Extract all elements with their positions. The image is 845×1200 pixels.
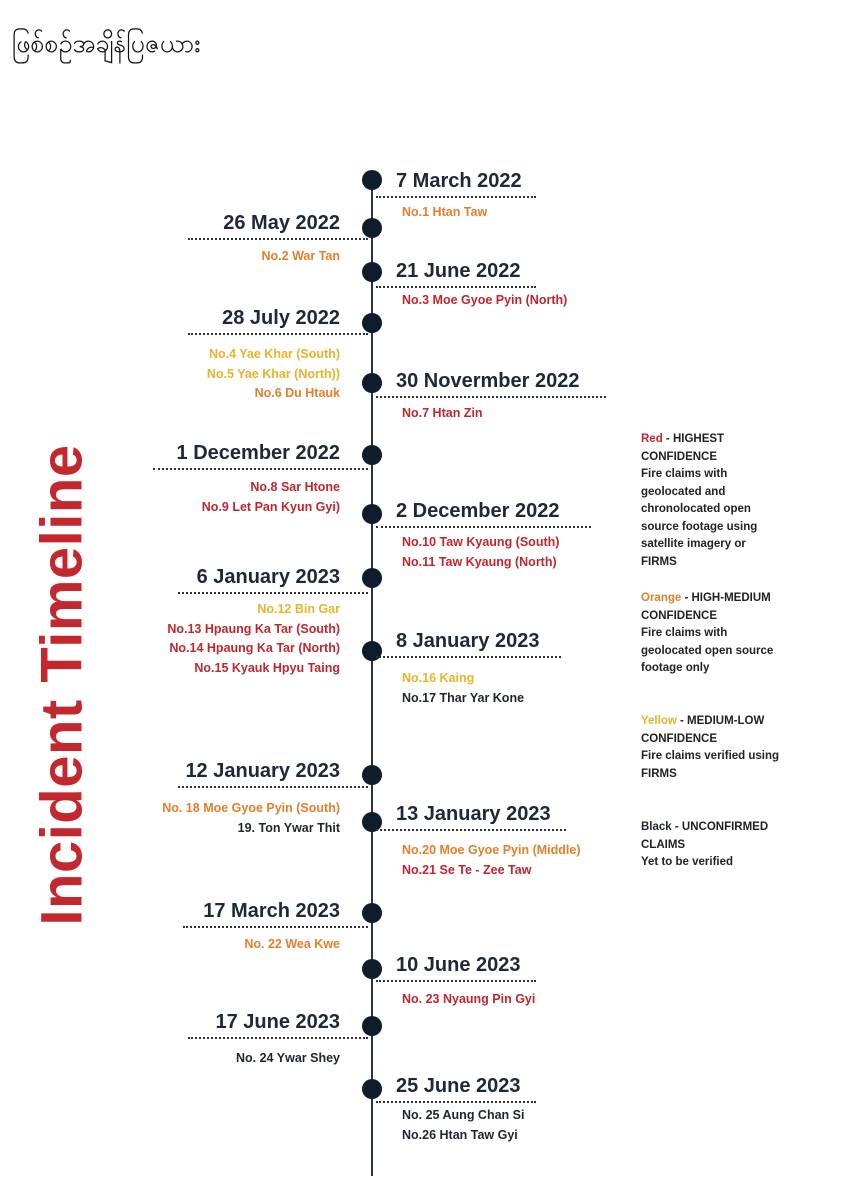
legend-description-line: CLAIMS	[641, 838, 686, 851]
event-date: 28 July 2022	[222, 307, 340, 329]
legend-level: - HIGHEST	[662, 433, 725, 445]
legend-description-line: Fire claims with	[641, 468, 728, 480]
event-date: 21 June 2022	[396, 260, 521, 282]
date-underline	[376, 526, 591, 528]
event-date: 7 March 2022	[396, 170, 522, 192]
date-underline	[376, 396, 606, 398]
event-site: No.2 War Tan	[261, 249, 340, 263]
timeline-node	[362, 765, 382, 785]
event-site: No.7 Htan Zin	[402, 406, 483, 420]
timeline-node	[362, 313, 382, 333]
timeline-node	[362, 218, 382, 238]
timeline-node	[362, 262, 382, 282]
legend-description-line: Fire claims verified using	[641, 750, 780, 762]
legend-key: Red	[641, 433, 663, 445]
event-site: No.1 Htan Taw	[402, 205, 488, 219]
event-date: 17 June 2023	[215, 1011, 340, 1033]
legend-level: - HIGH-MEDIUM	[681, 592, 771, 604]
event-date: 8 January 2023	[396, 630, 540, 652]
date-underline	[183, 926, 368, 928]
date-underline	[188, 333, 368, 335]
page-title: ဖြစ်စဉ်အချိန်ပြဇယား	[12, 29, 201, 58]
event-site: No. 24 Ywar Shey	[236, 1051, 340, 1065]
event-date: 2 December 2022	[396, 500, 560, 522]
legend-description-line: geolocated open source	[641, 644, 774, 657]
date-underline	[153, 468, 368, 470]
event-site: No.11 Taw Kyaung (North)	[402, 554, 557, 569]
legend-entry-black	[641, 819, 831, 872]
legend-heading	[641, 819, 831, 837]
date-underline	[376, 829, 566, 831]
event-site: 19. Ton Ywar Thit	[237, 820, 340, 835]
event-site: No. 18 Moe Gyoe Pyin (South)	[162, 801, 340, 815]
timeline-node	[362, 903, 382, 923]
event-site: No.9 Let Pan Kyun Gyi)	[201, 499, 340, 514]
legend-description-line: footage only	[641, 662, 710, 674]
event-date: 12 January 2023	[185, 760, 340, 782]
event-site: No.20 Moe Gyoe Pyin (Middle)	[402, 843, 581, 857]
event-site: No.13 Hpaung Ka Tar (South)	[167, 621, 340, 636]
date-underline	[376, 196, 536, 198]
timeline-node	[362, 1079, 382, 1099]
event-site: No.17 Thar Yar Kone	[402, 690, 525, 705]
legend-description-line: satellite imagery or	[641, 538, 746, 550]
legend-description-line: source footage using	[641, 520, 758, 533]
event-site: No.26 Htan Taw Gyi	[402, 1127, 518, 1142]
event-site: No.21 Se Te - Zee Taw	[402, 862, 532, 877]
legend-key: Black	[641, 821, 672, 833]
event-site: No.15 Kyauk Hpyu Taing	[194, 660, 340, 675]
event-date: 13 January 2023	[396, 803, 551, 825]
legend-description-line: FIRMS	[641, 767, 677, 780]
event-site: No. 22 Wea Kwe	[244, 937, 340, 951]
timeline-node	[362, 504, 382, 524]
date-underline	[188, 1037, 368, 1039]
legend-description-line: Fire claims with	[641, 627, 728, 639]
legend-description-line: chronolocated open	[641, 503, 751, 515]
legend-description-line: Yet to be verified	[641, 856, 734, 868]
event-site: No.16 Kaing	[402, 671, 475, 685]
event-site: No.4 Yae Khar (South)	[208, 347, 340, 361]
timeline-node	[362, 959, 382, 979]
legend-entry-orange	[641, 590, 831, 678]
date-underline	[376, 980, 536, 982]
legend-description-line: CONFIDENCE	[641, 732, 718, 745]
timeline-node	[362, 170, 382, 190]
legend-key: Yellow	[641, 715, 677, 727]
event-date: 25 June 2023	[396, 1075, 521, 1097]
event-site: No.6 Du Htauk	[254, 386, 340, 400]
timeline-node	[362, 445, 382, 465]
event-site: No.8 Sar Htone	[250, 480, 340, 494]
event-date: 6 January 2023	[196, 566, 340, 588]
date-underline	[376, 1101, 536, 1103]
legend-heading	[641, 590, 831, 608]
event-site: No.14 Hpaung Ka Tar (North)	[169, 641, 340, 655]
legend-description-line: CONFIDENCE	[641, 609, 718, 622]
event-site: No. 23 Nyaung Pin Gyi	[402, 992, 536, 1006]
legend-entry-red	[641, 431, 831, 571]
legend-heading	[641, 713, 831, 731]
event-site: No.10 Taw Kyaung (South)	[402, 535, 560, 549]
date-underline	[376, 286, 536, 288]
date-underline	[178, 592, 368, 594]
timeline-node	[362, 1016, 382, 1036]
timeline-title: Incident Timeline	[29, 444, 95, 926]
legend-level: - UNCONFIRMED	[671, 821, 769, 833]
legend-heading	[641, 431, 831, 449]
event-site: No.3 Moe Gyoe Pyin (North)	[402, 293, 568, 307]
timeline-node	[362, 373, 382, 393]
event-date: 26 May 2022	[223, 212, 340, 234]
date-underline	[376, 656, 561, 658]
timeline-node	[362, 568, 382, 588]
legend-key: Orange	[641, 592, 682, 604]
event-site: No.12 Bin Gar	[257, 602, 340, 616]
timeline-node	[362, 641, 382, 661]
event-date: 1 December 2022	[176, 442, 340, 464]
date-underline	[188, 238, 368, 240]
date-underline	[178, 786, 368, 788]
legend-entry-yellow	[641, 713, 831, 783]
event-date: 30 Novermber 2022	[396, 370, 580, 392]
event-site: No. 25 Aung Chan Si	[402, 1108, 525, 1122]
legend-description-line: FIRMS	[641, 555, 677, 568]
legend-description-line: CONFIDENCE	[641, 450, 718, 463]
event-date: 17 March 2023	[203, 900, 340, 922]
legend-level: - MEDIUM-LOW	[676, 715, 765, 727]
event-date: 10 June 2023	[396, 954, 521, 976]
event-site: No.5 Yae Khar (North))	[206, 366, 340, 381]
legend-description-line: geolocated and	[641, 485, 726, 498]
